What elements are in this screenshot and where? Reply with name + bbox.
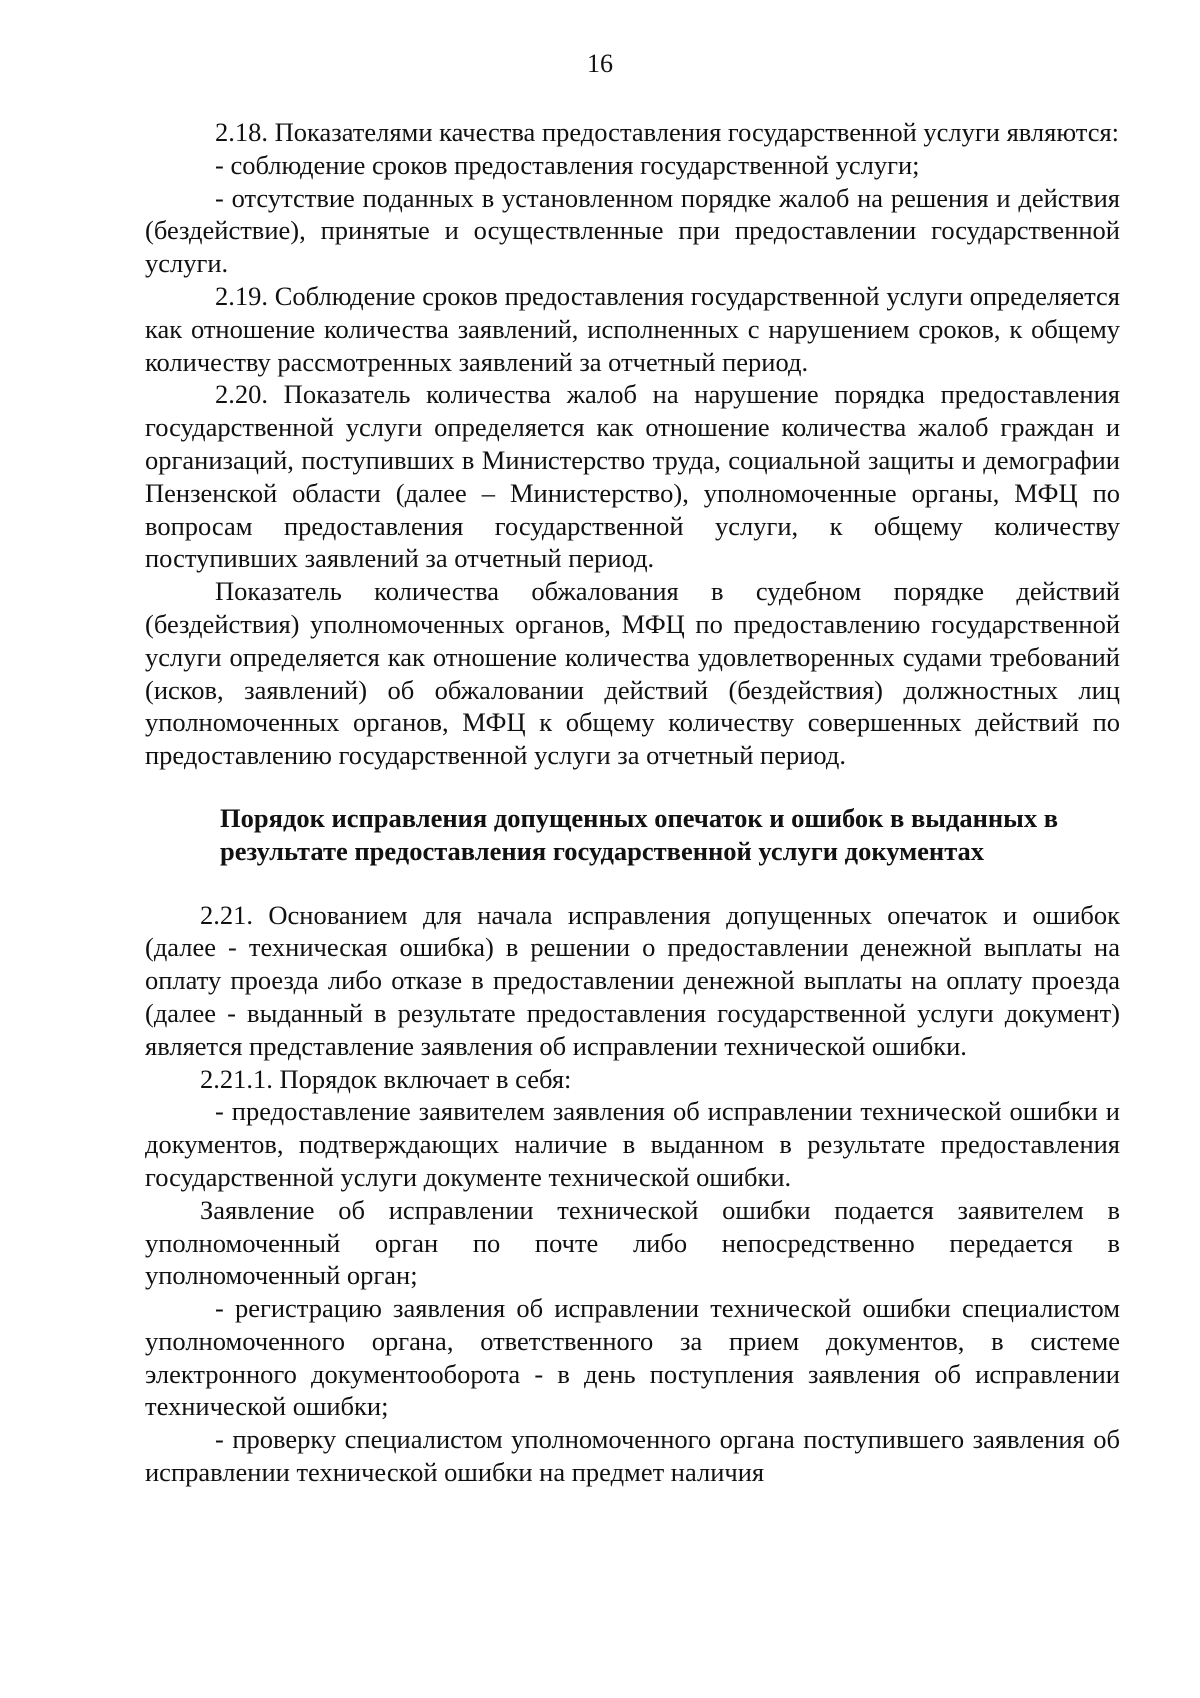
section-heading-line-2: результате предоставления государственной услуги документах: [220, 835, 985, 866]
document-body: [145, 116, 1120, 1489]
list-item-no-complaints: - отсутствие поданных в установленном порядке жалоб на решения и действия (бездействие), принятые и осуществленные при предоставлении государственной услуги.: [145, 182, 1120, 279]
list-item-submission: - предоставление заявителем заявления об исправлении технической ошибки и документов, подтверждающих наличие в выданном в результате предоставления государственной услуги документе технической ошибки.: [145, 1096, 1120, 1192]
section-heading: [145, 802, 1120, 868]
list-item-deadlines: - соблюдение сроков предоставления государственной услуги;: [215, 149, 920, 180]
paragraph-2-21: 2.21. Основанием для начала исправления допущенных опечаток и ошибок (далее - техническая ошибка) в решении о предоставлении денежной выплаты на оплату проезда либо отказе в предоставлении денежной выплаты на оплату проезда (далее - выданный в результате предоставления государственной услуги документ) является представление заявления об исправлении технической ошибки.: [145, 899, 1120, 1061]
paragraph-2-18: 2.18. Показателями качества предоставления государственной услуги являются:: [215, 117, 1120, 147]
paragraph-court-appeals: Показатель количества обжалования в судебном порядке действий (бездействия) уполномоченных органов, МФЦ по предоставлению государственной услуги определяется как отношение количества удовлетворенных судами требований (исков, заявлений) об обжаловании действий (бездействия) должностных лиц уполномоченных органов, МФЦ к общему количеству совершенных действий по предоставлению государственной услуги за отчетный период.: [145, 576, 1120, 771]
paragraph-2-20: 2.20. Показатель количества жалоб на нарушение порядка предоставления государственной услуги определяется как отношение количества жалоб граждан и организаций, поступивших в Министерство труда, социальной защиты и демографии Пензенской области (далее – Министерство), уполномоченные органы, МФЦ по вопросам предоставления государственной услуги, к общему количеству поступивших заявлений за отчетный период.: [145, 379, 1120, 574]
paragraph-2-21-1: 2.21.1. Порядок включает в себя:: [200, 1063, 572, 1094]
paragraph-application-delivery: Заявление об исправлении технической ошибки подается заявителем в уполномоченный орган по почте либо непосредственно передается в уполномоченный орган;: [145, 1194, 1120, 1291]
section-heading-line-1: Порядок исправления допущенных опечаток и ошибок в выданных в: [220, 802, 1059, 833]
list-item-registration: - регистрацию заявления об исправлении технической ошибки специалистом уполномоченного органа, ответственного за прием документов, в системе электронного документооборота - в день поступления заявления об исправлении технической ошибки;: [145, 1293, 1120, 1422]
paragraph-2-19: 2.19. Соблюдение сроков предоставления государственной услуги определяется как отношение количества заявлений, исполненных с нарушением сроков, к общему количеству рассмотренных заявлений за отчетный период.: [145, 280, 1120, 377]
page-number: 16: [587, 49, 613, 78]
list-item-verification: - проверку специалистом уполномоченного органа поступившего заявления об исправлении технической ошибки на предмет наличия: [145, 1424, 1120, 1488]
